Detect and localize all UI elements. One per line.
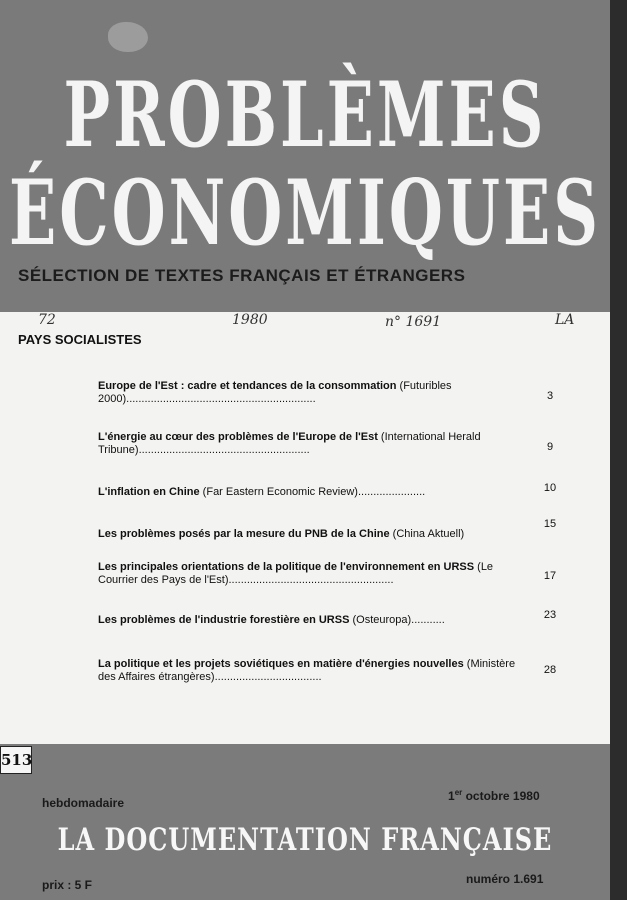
toc-entry-source: (Far Eastern Economic Review)	[199, 486, 358, 498]
toc-entry[interactable]	[98, 486, 528, 499]
publisher-name: LA DOCUMENTATION FRANÇAISE	[57, 820, 553, 858]
issue-tab: 513	[0, 746, 32, 774]
toc-entry-title: Les problèmes de l'industrie forestière en URSS	[98, 614, 350, 626]
toc-leader-dots: ........................................................	[138, 444, 310, 456]
toc-entry-source: (China Aktuell)	[389, 528, 465, 540]
toc-page-number: 23	[543, 609, 557, 621]
issue-number: numéro 1.691	[466, 872, 544, 886]
date-ordinal: er	[454, 788, 463, 797]
frequency-label: hebdomadaire	[42, 796, 125, 810]
title-line-1: PROBLÈMES	[63, 62, 547, 168]
toc-entry[interactable]	[98, 561, 528, 587]
toc-entry-title: L'inflation en Chine	[98, 486, 200, 498]
toc-page-number: 9	[546, 441, 554, 453]
toc-entry-title: L'énergie au cœur des problèmes de l'Europe de l'Est	[98, 431, 378, 443]
toc-entry-title: La politique et les projets soviétiques en matière d'énergies nouvelles	[98, 658, 464, 670]
price-label: prix : 5 F	[42, 878, 93, 892]
toc-entry-source: (International Herald Tribune)	[98, 431, 481, 456]
toc-entry-title: Les problèmes posés par la mesure du PNB de la Chine	[98, 528, 390, 540]
toc-page-number: 10	[543, 482, 557, 494]
toc-leader-dots: ..............................................................	[126, 393, 316, 405]
paper-stain	[108, 22, 148, 52]
issue-date	[448, 788, 540, 803]
subtitle: SÉLECTION DE TEXTES FRANÇAIS ET ÉTRANGERS	[18, 266, 466, 285]
toc-entry[interactable]	[98, 528, 528, 541]
toc-entry[interactable]	[98, 658, 528, 684]
toc-entry-title: Europe de l'Est : cadre et tendances de la consommation	[98, 380, 397, 392]
handwritten-note: 1980	[232, 312, 268, 328]
date-rest: octobre 1980	[462, 789, 540, 803]
toc-page-number: 3	[546, 390, 554, 402]
date-day: 1	[448, 789, 455, 803]
handwritten-note: n° 1691	[385, 314, 442, 330]
toc-entry[interactable]	[98, 431, 528, 457]
toc-page-number: 17	[543, 570, 557, 582]
toc-entry-source: (Ministère des Affaires étrangères)	[98, 658, 516, 683]
page-edge	[610, 0, 627, 900]
handwritten-note: 72	[38, 312, 56, 328]
toc-entry-source: (Osteuropa)	[349, 614, 412, 626]
toc-page-number: 15	[543, 518, 557, 530]
toc-entry[interactable]	[98, 380, 528, 406]
toc-entry-source: (Futuribles 2000)	[98, 380, 452, 405]
toc-leader-dots: ...........	[411, 614, 445, 626]
toc-entry-title: Les principales orientations de la politique de l'environnement en URSS	[98, 561, 475, 573]
section-title: PAYS SOCIALISTES	[18, 332, 142, 347]
toc-leader-dots: ......................	[357, 486, 426, 498]
handwritten-note: LA	[555, 312, 575, 328]
toc-leader-dots: ......................................................	[228, 574, 394, 586]
toc-page-number: 28	[543, 664, 557, 676]
title-line-2: ÉCONOMIQUES	[8, 160, 602, 266]
toc-entry[interactable]	[98, 614, 528, 627]
toc-leader-dots: ...................................	[214, 671, 322, 683]
toc-entry-source: (Le Courrier des Pays de l'Est)	[98, 561, 494, 586]
